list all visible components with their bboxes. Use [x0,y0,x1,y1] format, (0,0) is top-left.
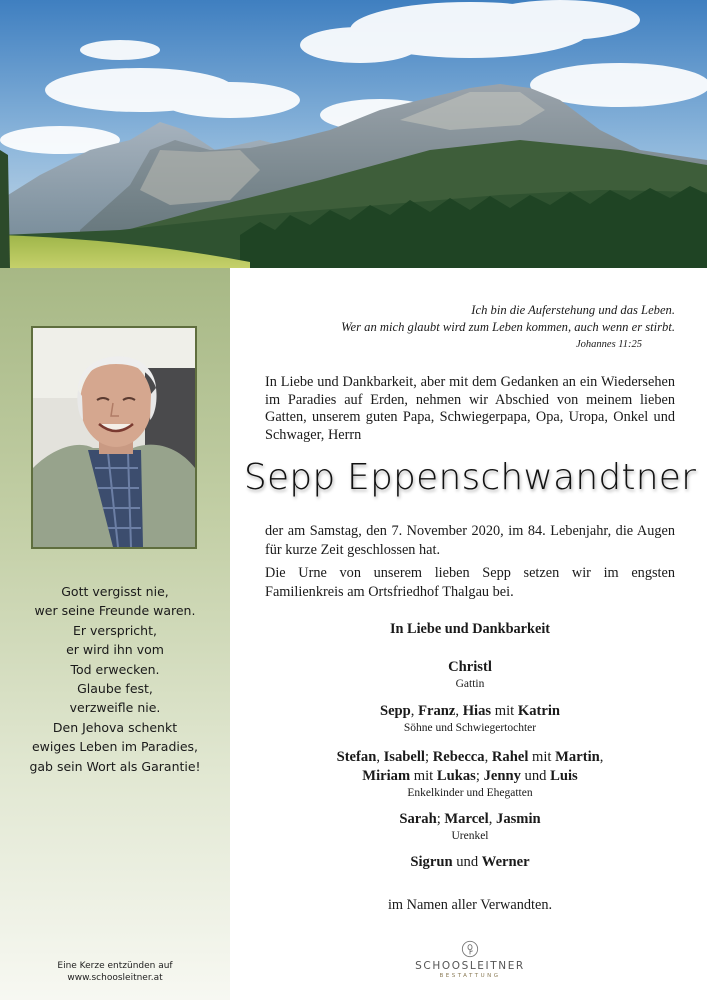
mourner-names-text: Sigrun und Werner [410,854,530,870]
mourner-relation: Gattin [455,678,485,690]
mourner-names [255,702,685,721]
mourner-names-text: Sarah; Marcel, Jasmin [399,811,541,827]
header-landscape-image [0,0,707,268]
quote-line: Ich bin die Auferstehung und das Leben. [471,303,675,317]
mourner-relation: Enkelkinder und Ehegatten [407,787,533,799]
intro-paragraph: In Liebe und Dankbarkeit, aber mit dem Gedanken an ein Wiedersehen im Paradies auf Erden, nehmen wir Abschied von meinem lieben Gatten, unserem guten Papa, Schwiegerpapa, Opa, Uropa, Onkel und Schwager, Herrn [265,374,675,443]
candle-text: Eine Kerze entzünden auf [57,961,173,971]
bible-quote [265,302,675,353]
poem-line: Glaube fest, [77,681,153,697]
mourner-group [255,702,685,735]
poem-line: er wird ihn vom [66,642,164,658]
candle-link-block [18,960,212,984]
mourner-names [255,767,685,786]
mourner-names [255,810,685,829]
poem-line: gab sein Wort als Garantie! [29,758,201,774]
funeral-home-logo [410,940,530,979]
poem-line: wer seine Freunde waren. [34,603,196,619]
burial-paragraph: Die Urne von unserem lieben Sepp setzen wir im engsten Familienkreis am Ortsfriedhof Thalgau bei. [265,565,675,600]
mourner-group [255,748,685,800]
mourner-names-text: Stefan, Isabell; Rebecca, Rahel mit Martin, [336,749,604,765]
mourner-group [255,810,685,843]
poem-line: Gott vergisst nie, [61,584,169,599]
sidebar-poem [18,582,212,776]
deceased-name: Sepp Eppenschwandtner [243,457,697,498]
mourner-names [255,853,685,872]
quote-line: Wer an mich glaubt wird zum Leben kommen, auch wenn er stirbt. [341,320,675,334]
mourner-relation: Urenkel [451,830,489,842]
poem-line: ewiges Leben im Paradies, [31,739,199,755]
poem-line: Tod erwecken. [70,661,160,677]
quote-reference: Johannes 11:25 [576,339,642,350]
candle-url-link[interactable]: www.schoosleitner.at [67,973,163,983]
mourner-group [255,853,685,872]
mourner-group [255,658,685,691]
mourner-relation: Söhne und Schwiegertochter [403,722,537,734]
poem-line: Er verspricht, [73,622,157,638]
thanks-heading: In Liebe und Dankbarkeit [389,621,551,637]
logo-brand: SCHOOSLEITNER [415,960,525,972]
mourner-names-text: Sepp, Franz, Hias mit Katrin [379,703,561,719]
rose-icon [461,940,479,958]
mourner-names: Christl [448,659,492,675]
portrait-photo [31,326,197,549]
mourner-names [255,748,685,767]
mourner-names-text: Miriam mit Lukas; Jenny und Luis [362,768,578,784]
death-paragraph: der am Samstag, den 7. November 2020, im 84. Lebenjahr, die Augen für kurze Zeit geschlossen hat. [265,523,675,558]
poem-line: Den Jehova schenkt [52,719,178,735]
poem-line: verzweifle nie. [69,700,161,716]
logo-sub: BESTATTUNG [439,973,501,979]
closing-line: im Namen aller Verwandten. [387,897,553,913]
